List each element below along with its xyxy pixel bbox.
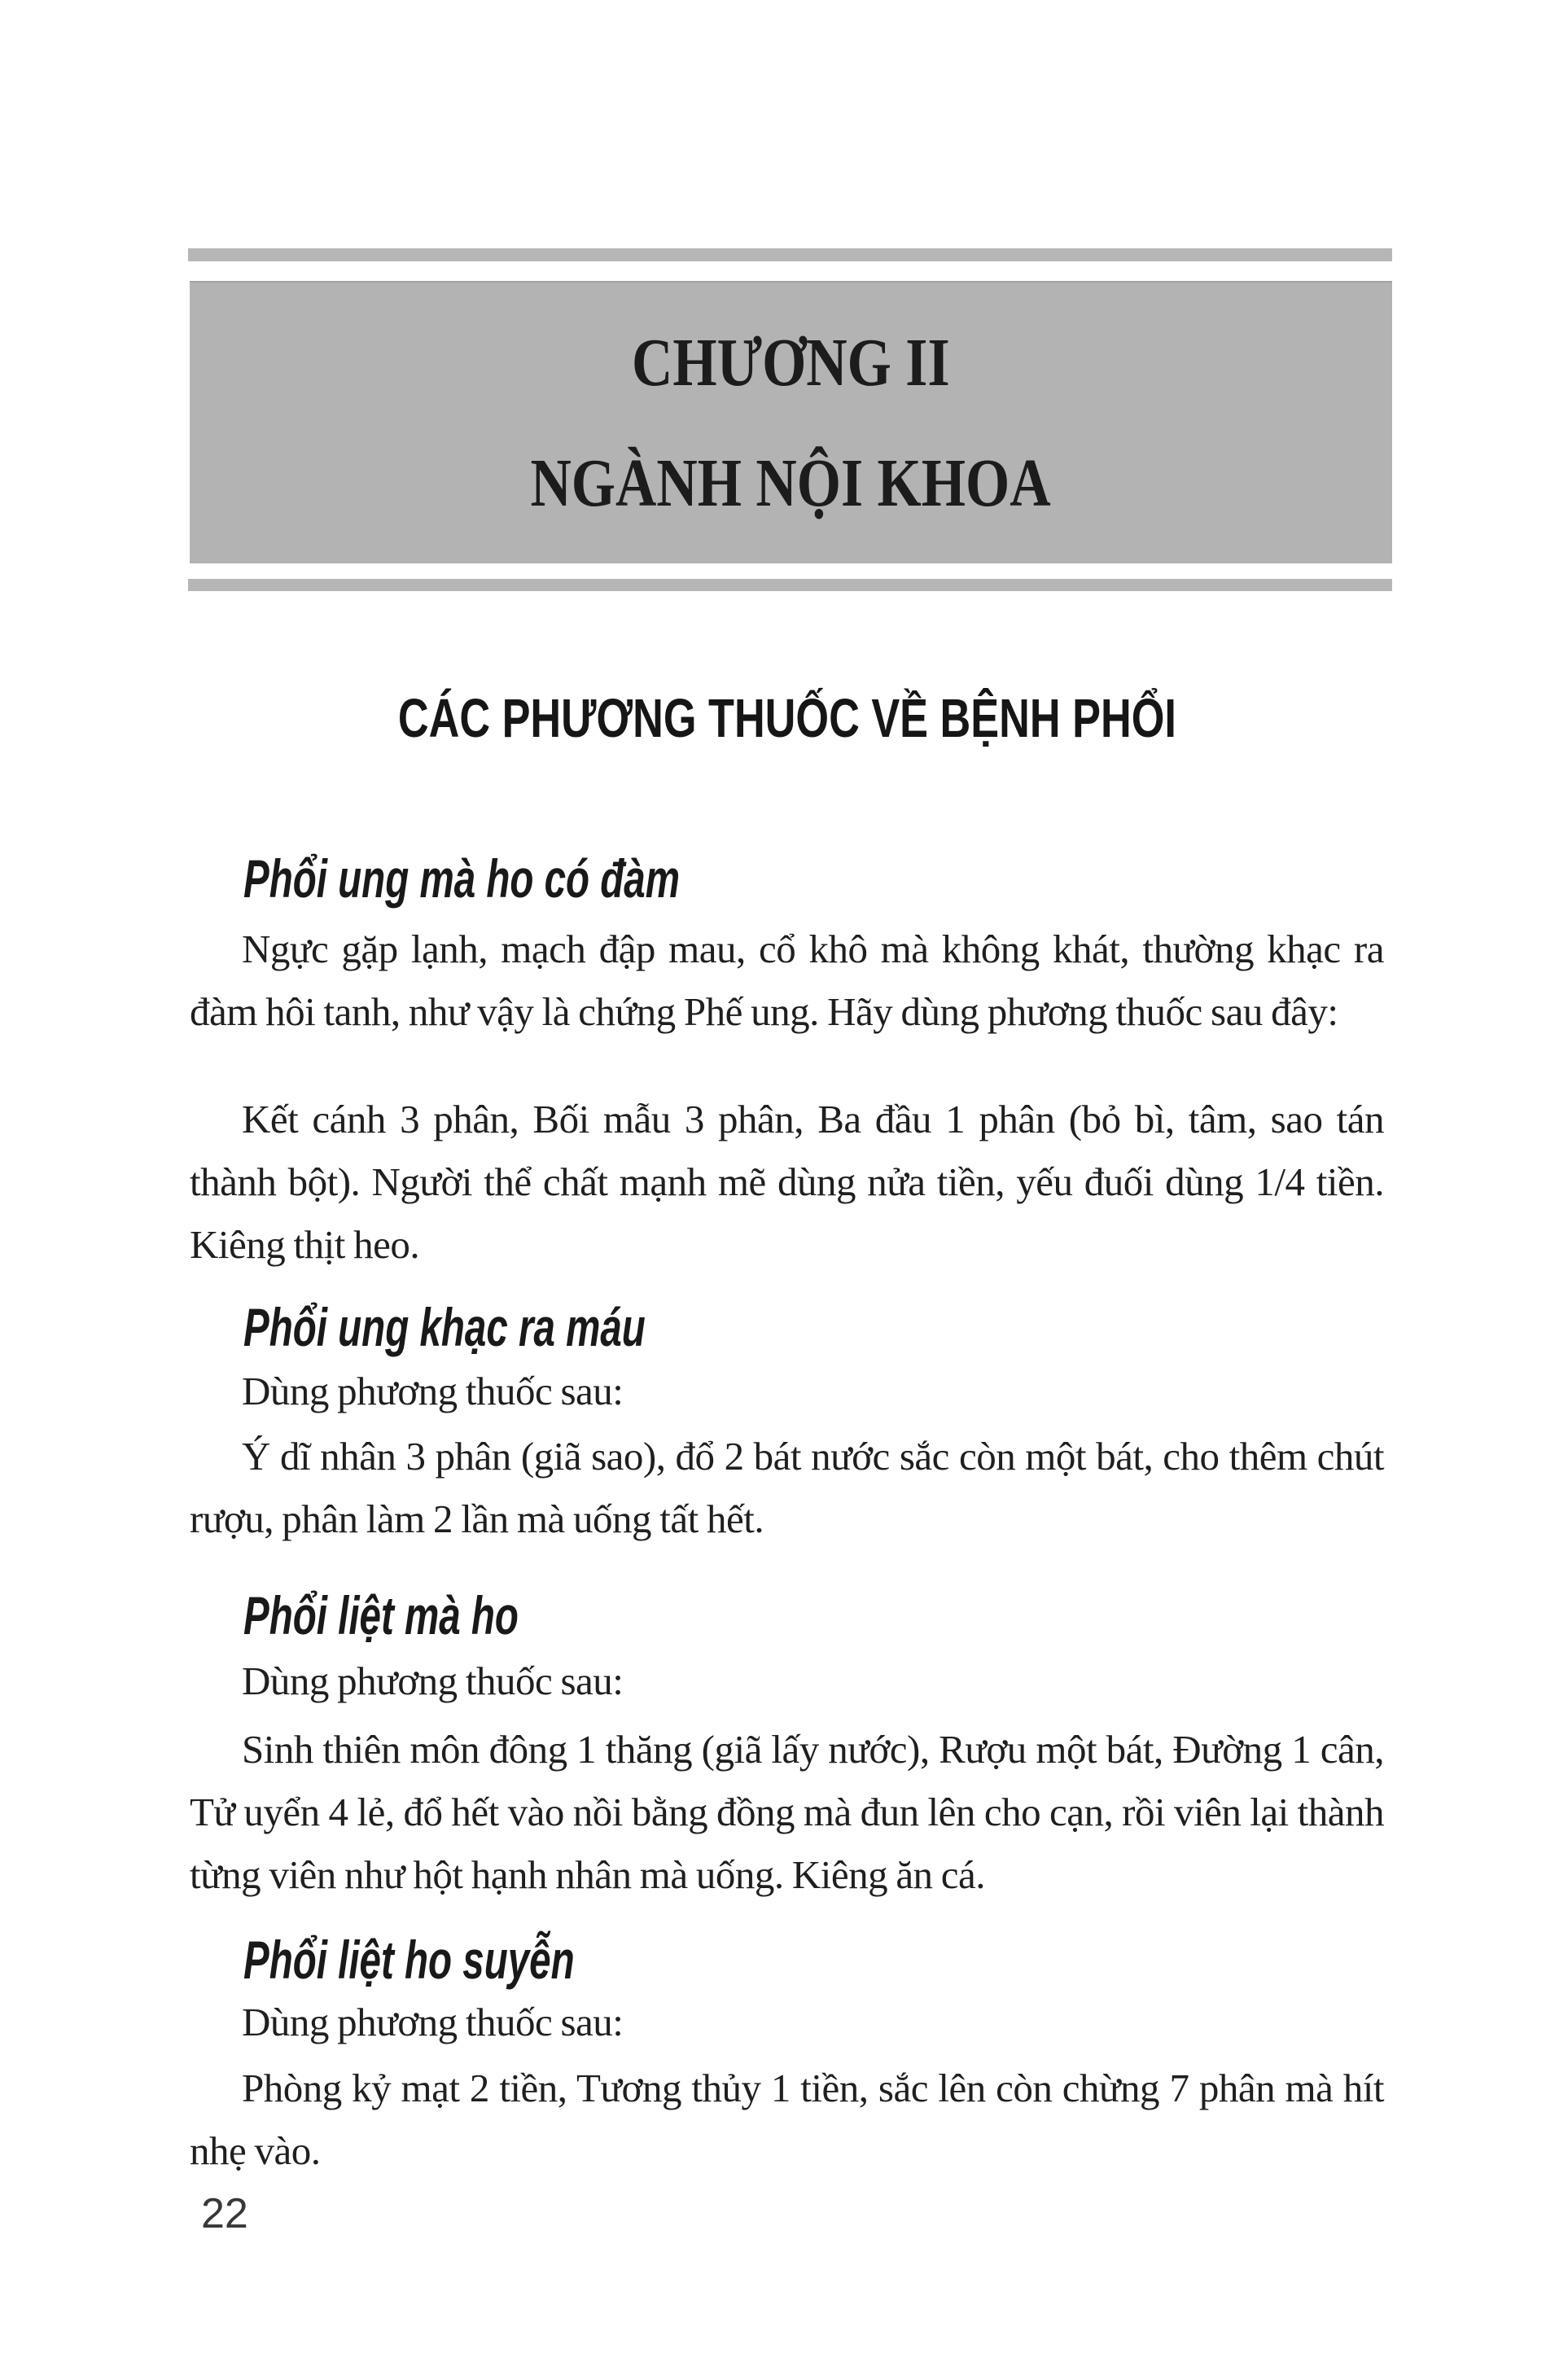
divider-bar-top bbox=[188, 248, 1392, 261]
paragraph: Sinh thiên môn đông 1 thăng (giã lấy nước), Rượu một bát, Đường 1 cân, Tử uyển 4 lẻ, đổ hết vào nồi bằng đồng mà đun lên cho cạn, rồi viên lại thành từng viên như hột hạnh nhân mà uống. Kiêng ăn cá. bbox=[190, 1727, 1384, 1897]
divider-bar-bottom bbox=[188, 579, 1392, 591]
paragraph: Dùng phương thuốc sau: bbox=[242, 1658, 624, 1703]
chapter-title: NGÀNH NỘI KHOA bbox=[530, 445, 1052, 521]
subsection-heading-1: Phổi ung mà ho có đàm bbox=[243, 848, 680, 909]
paragraph: Dùng phương thuốc sau: bbox=[242, 1369, 624, 1413]
paragraph: Ngực gặp lạnh, mạch đập mau, cổ khô mà không khát, thường khạc ra đàm hôi tanh, như vậy là chứng Phế ung. Hãy dùng phương thuốc sau đây: bbox=[190, 927, 1384, 1034]
chapter-header-box bbox=[190, 281, 1392, 563]
subsection-heading-4: Phổi liệt ho suyễn bbox=[243, 1930, 575, 1990]
paragraph: Dùng phương thuốc sau: bbox=[242, 2000, 624, 2044]
paragraph: Kết cánh 3 phân, Bối mẫu 3 phân, Ba đầu 1 phân (bỏ bì, tâm, sao tán thành bột). Người thể chất mạnh mẽ dùng nửa tiền, yếu đuối dùng 1/4 tiền. Kiêng thịt heo. bbox=[190, 1097, 1384, 1267]
paragraph: Phòng kỷ mạt 2 tiền, Tương thủy 1 tiền, sắc lên còn chừng 7 phân mà hít nhẹ vào. bbox=[190, 2066, 1384, 2173]
subsection-heading-3: Phổi liệt mà ho bbox=[243, 1585, 519, 1645]
subsection-heading-2: Phổi ung khạc ra máu bbox=[243, 1297, 646, 1357]
chapter-number: CHƯƠNG II bbox=[632, 324, 950, 401]
paragraph: Ý dĩ nhân 3 phân (giã sao), đổ 2 bát nước sắc còn một bát, cho thêm chút rượu, phân làm 2 lần mà uống tất hết. bbox=[190, 1434, 1384, 1541]
page-number: 22 bbox=[201, 2190, 248, 2237]
section-title: CÁC PHƯƠNG THUỐC VỀ BỆNH PHỔI bbox=[397, 688, 1176, 749]
